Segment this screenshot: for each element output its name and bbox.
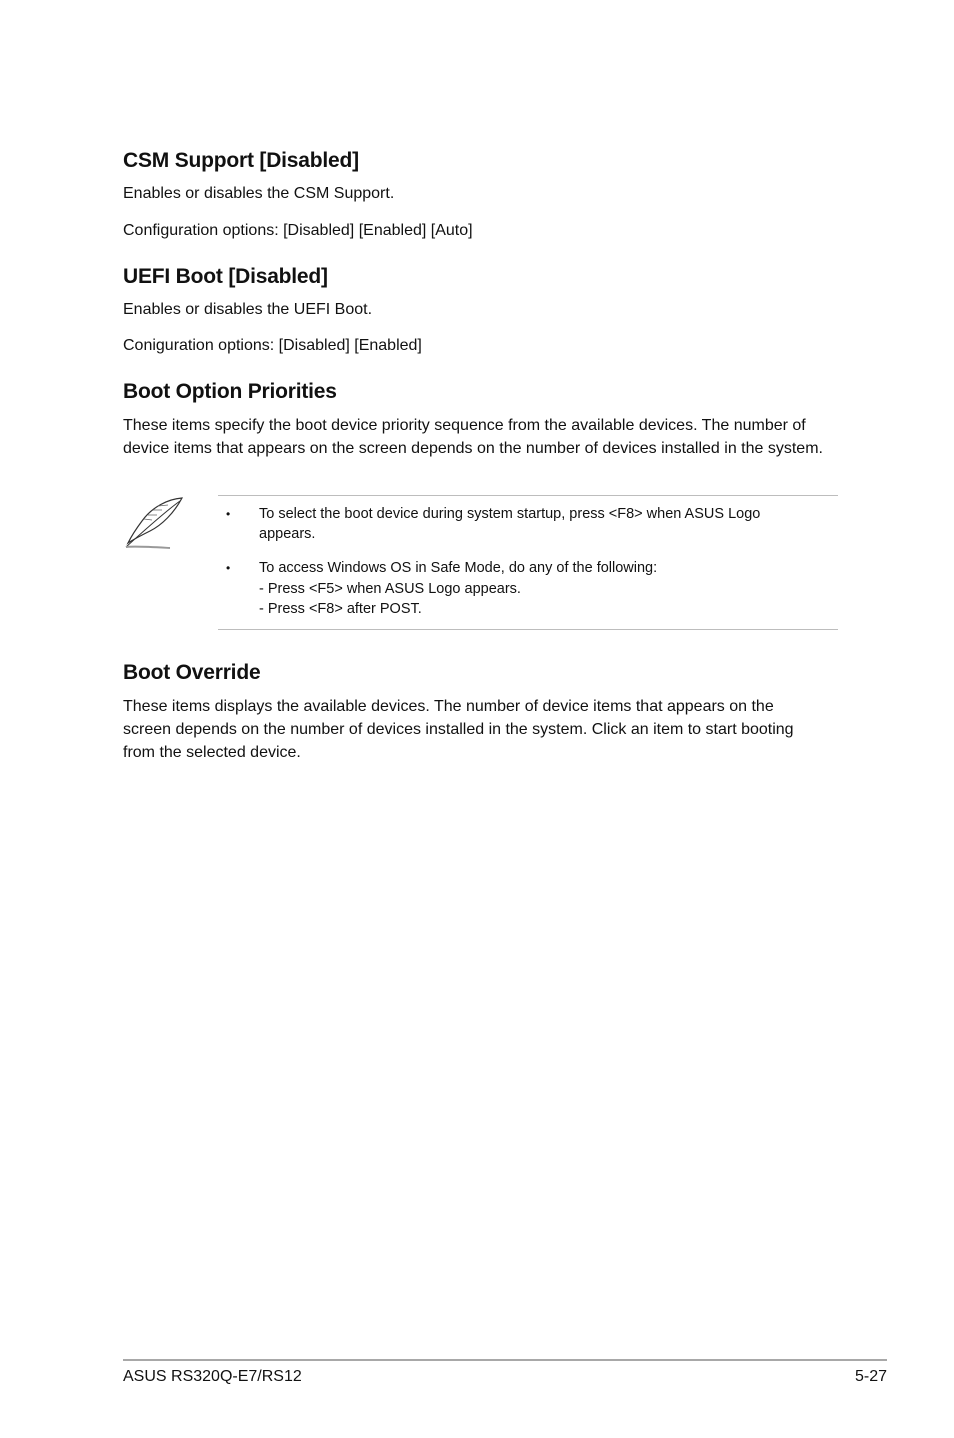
feather-quill-icon [122, 495, 186, 553]
boot-override-heading: Boot Override [123, 661, 261, 684]
csm-support-description: Enables or disables the CSM Support. [123, 185, 395, 202]
uefi-boot-heading: UEFI Boot [Disabled] [123, 265, 328, 288]
boot-option-priorities-body: These items specify the boot device priority sequence from the available devices. The number of device items that appears on the screen depends on the number of devices installed in the system. [123, 417, 823, 457]
footer-rule [123, 1359, 887, 1361]
note-item-1-line-1: To select the boot device during system startup, press <F8> when ASUS Logo [259, 506, 761, 522]
note-top-rule [218, 495, 838, 496]
note-bullet: • [226, 507, 231, 521]
footer-page-number: 5-27 [854, 1368, 887, 1385]
note-bullet: • [226, 561, 231, 575]
note-item-2-line-1: To access Windows OS in Safe Mode, do any of the following: [259, 560, 658, 576]
note-item-2-line-3: - Press <F8> after POST. [259, 601, 422, 617]
footer-model: ASUS RS320Q-E7/RS12 [123, 1368, 302, 1385]
boot-override-body: These items displays the available devices. The number of device items that appears on the screen depends on the number of devices installed in the system. Click an item to start booting from the selected device. [123, 698, 794, 761]
note-item-2-line-2: - Press <F5> when ASUS Logo appears. [259, 581, 521, 597]
boot-option-priorities-heading: Boot Option Priorities [123, 380, 337, 403]
csm-support-heading: CSM Support [Disabled] [123, 149, 359, 172]
uefi-boot-description: Enables or disables the UEFI Boot. [123, 301, 373, 318]
note-item-1-line-2: appears. [259, 526, 316, 542]
note-bottom-rule [218, 629, 838, 630]
uefi-boot-options: Conigurati‌on options: [Disabled] [Enabled] [123, 337, 422, 354]
csm-support-options: Configuration options: [Disabled] [Enabled] [Auto] [123, 222, 473, 239]
